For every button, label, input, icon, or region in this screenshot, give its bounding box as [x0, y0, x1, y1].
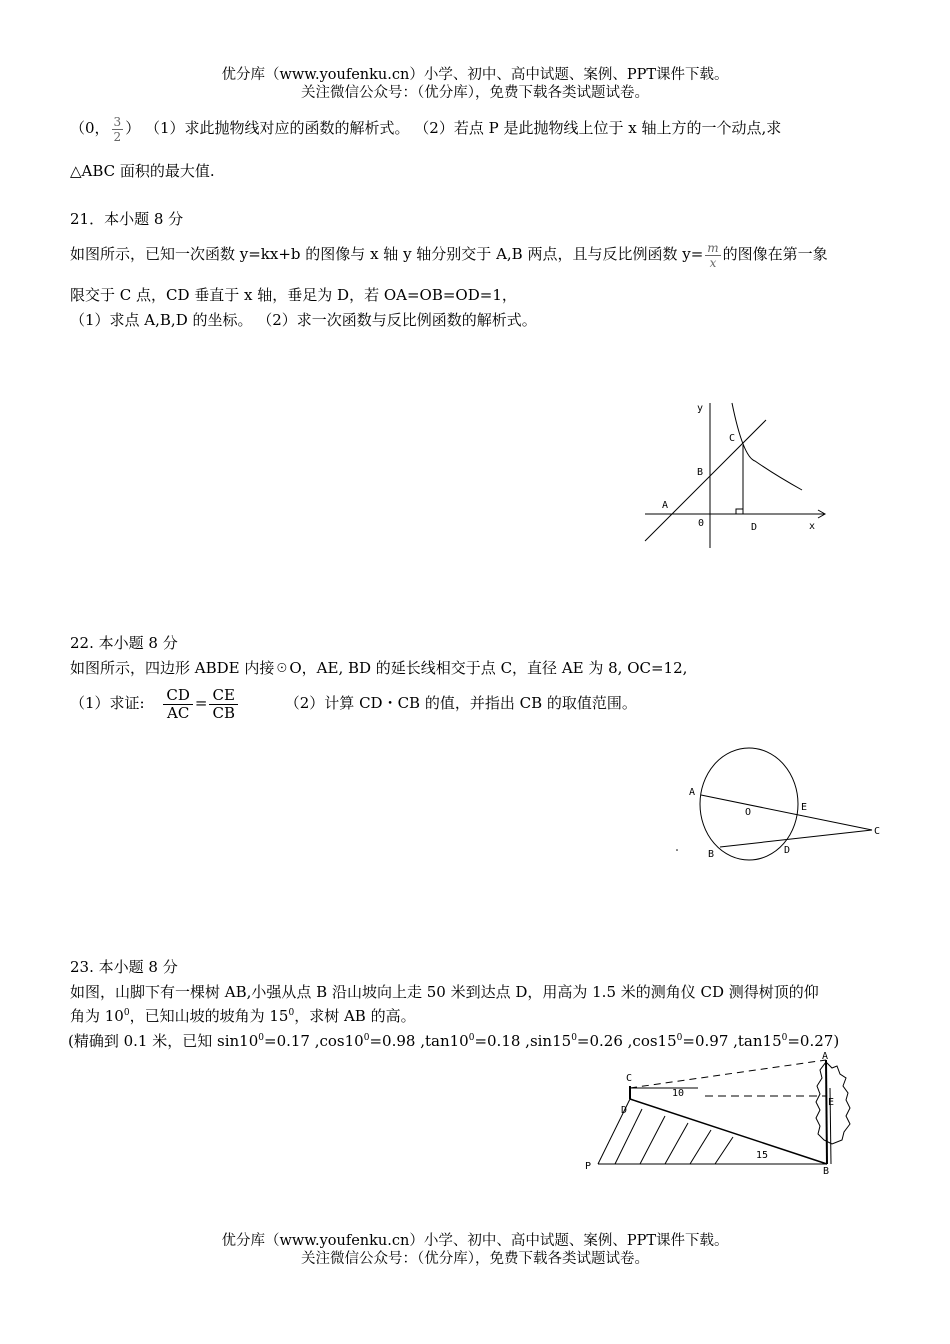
q23-line-1: 如图，山脚下有一棵树 AB,小强从点 B 沿山坡向上走 50 米到达点 D，用高为 1.5 米的测角仪 CD 测得树顶的仰	[70, 983, 819, 1001]
q21-line-3: （1）求点 A,B,D 的坐标。 （2）求一次函数与反比例函数的解析式。	[70, 311, 537, 329]
q22-label-b: B	[708, 849, 715, 860]
q22-f2-num: CE	[212, 685, 235, 704]
q23-l3-p6: =0.18 ,sin15	[474, 1032, 572, 1050]
q22-line-bc	[720, 830, 872, 847]
header-line-2: 关注微信公众号：（优分库），免费下载各类试题试卷。	[301, 85, 649, 101]
q22-f1-num: CD	[166, 685, 190, 704]
q23-degree-1: 0	[123, 1008, 130, 1018]
q21-line-1b: 的图像在第一象	[722, 245, 828, 263]
q23-l3-p5: 0	[468, 1033, 475, 1043]
q23-hatching	[615, 1109, 733, 1164]
q23-l3-p0: (精确到 0.1 米，已知 sin10	[68, 1032, 259, 1050]
q23-line-2c: ，求树 AB 的高。	[294, 1007, 416, 1025]
q22-label-d: D	[784, 845, 791, 856]
q20-rest: ） （1）求此抛物线对应的函数的解析式。 （2）若点 P 是此抛物线上位于 x 轴上方的一个动点,求	[125, 119, 782, 137]
q21-fraction	[705, 242, 720, 269]
q21-line-1	[70, 236, 828, 272]
q23-label-p: P	[585, 1161, 592, 1172]
q21-figure	[635, 395, 835, 555]
q21-label-c: C	[729, 433, 736, 444]
footer-line-1: 优分库（www.youfenku.cn）小学、初中、高中试题、案例、PPT课件下载。	[221, 1233, 729, 1249]
q23-l3-p1: 0	[258, 1033, 264, 1043]
q23-sight-line	[630, 1060, 826, 1088]
q21-label-a: A	[662, 500, 669, 511]
q22-label-c: C	[874, 826, 881, 837]
q22-label-o: O	[745, 807, 752, 818]
q23-l3-p12: =0.27)	[787, 1032, 840, 1050]
q23-l3-p3: 0	[363, 1033, 370, 1043]
q22-label-a: A	[689, 787, 696, 798]
q23-tree-trunk	[826, 1060, 827, 1164]
q21-right-angle	[736, 509, 743, 514]
q20-line-2: △ABC 面积的最大值.	[70, 162, 215, 180]
q21-label-b: B	[697, 467, 704, 478]
q22-f1-den: AC	[163, 704, 193, 721]
q20-fraction	[112, 116, 124, 143]
q22-label-e: E	[801, 802, 808, 813]
q20-prefix: （0，	[70, 119, 110, 137]
q22-title: 22. 本小题 8 分	[70, 634, 178, 652]
q23-line-2a: 角为 10	[70, 1007, 124, 1025]
q23-l3-p4: =0.98 ,tan10	[369, 1032, 469, 1050]
q21-title: 21．本小题 8 分	[70, 210, 184, 228]
q22-circle	[700, 748, 798, 860]
q22-figure	[672, 740, 892, 865]
q22-fraction-2	[209, 685, 238, 722]
q23-l3-p8: =0.26 ,cos15	[576, 1032, 677, 1050]
footer-line-2: 关注微信公众号：（优分库），免费下载各类试题试卷。	[301, 1251, 649, 1267]
q21-label-x: x	[809, 521, 816, 532]
q23-label-15: 15	[756, 1150, 769, 1161]
q22-prove-label: （1）求证:	[70, 694, 145, 712]
q23-label-a: A	[822, 1051, 829, 1062]
q21-frac-den: x	[705, 255, 720, 269]
q20-frac-num: 3	[113, 114, 122, 129]
q23-l3-p11: 0	[781, 1033, 788, 1043]
q21-frac-num: m	[707, 240, 719, 255]
q21-linear-line	[645, 420, 766, 541]
q22-line-ac	[701, 795, 872, 830]
q23-l3-p9: 0	[676, 1033, 683, 1043]
q22-part-2: （2）计算 CD・CB 的值，并指出 CB 的取值范围。	[284, 694, 637, 712]
q22-line-2	[70, 682, 637, 724]
q23-figure	[580, 1048, 870, 1178]
q23-label-c: C	[626, 1073, 633, 1084]
q23-l3-p2: =0.17 ,cos10	[264, 1032, 364, 1050]
header-line-1: 优分库（www.youfenku.cn）小学、初中、高中试题、案例、PPT课件下载。	[221, 67, 729, 83]
q23-degree-2: 0	[288, 1008, 295, 1018]
q21-line-2: 限交于 C 点，CD 垂直于 x 轴，垂足为 D，若 OA=OB=OD=1，	[70, 286, 517, 304]
q21-label-d: D	[751, 522, 758, 533]
q23-label-b: B	[823, 1166, 830, 1177]
q23-label-d: D	[621, 1105, 628, 1116]
q22-line-1: 如图所示，四边形 ABDE 内接☉O，AE, BD 的延长线相交于点 C，直径 AE 为 8, OC=12,	[70, 659, 688, 677]
q23-line-2b: ，已知山坡的坡角为 15	[129, 1007, 289, 1025]
q22-f2-den: CB	[209, 704, 238, 721]
q22-equals: =	[194, 694, 208, 712]
q23-label-e: E	[828, 1097, 835, 1108]
q21-line-1a: 如图所示，已知一次函数 y=kx+b 的图像与 x 轴 y 轴分别交于 A,B 两点，且与反比例函数 y=	[70, 245, 704, 263]
q23-slope-line	[630, 1099, 827, 1164]
q20-frac-den: 2	[113, 129, 122, 144]
q23-line-2	[70, 1005, 416, 1026]
q20-line-1	[70, 109, 781, 147]
q21-label-y: y	[697, 403, 704, 414]
q22-stray-dot	[676, 849, 678, 851]
q23-label-10: 10	[672, 1088, 685, 1099]
q23-title: 23. 本小题 8 分	[70, 958, 178, 976]
q23-l3-p10: =0.97 ,tan15	[682, 1032, 782, 1050]
q22-fraction-1	[163, 685, 193, 722]
q21-label-o: 0	[698, 518, 705, 529]
q23-l3-p7: 0	[571, 1033, 577, 1043]
